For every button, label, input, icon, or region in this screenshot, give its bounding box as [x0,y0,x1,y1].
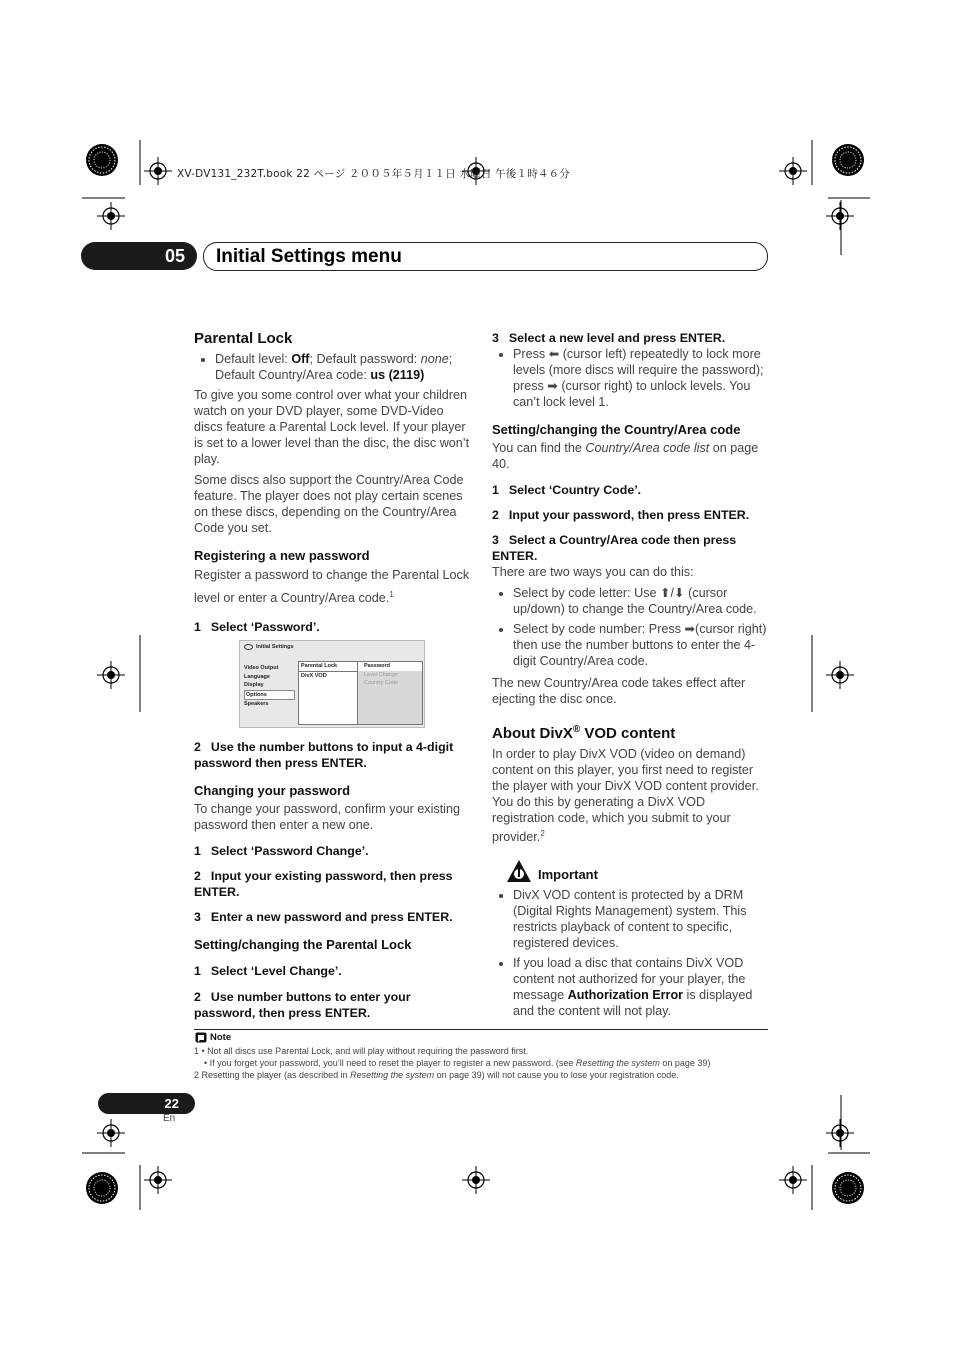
important-heading: Important [506,859,768,883]
warning-icon [506,859,532,883]
register-password-text: Register a password to change the Parental Lock level or enter a Country/Area code.$^1$ [194,568,470,606]
osd-title: Initial Settings [244,644,294,650]
lock-step-1: 1 Select ‘Level Change’. [194,964,342,978]
lock-step-2: 2 Use number buttons to enter your password, then press ENTER. [194,990,411,1020]
register-step-1: 1 Select ‘Password’. [194,620,320,635]
page-number: 22 [164,1096,179,1111]
parental-lock-change-heading: Setting/changing the Parental Lock [194,937,412,952]
change-step-3: 3 Enter a new password and press ENTER. [194,910,453,924]
chapter-number: 05 [164,245,185,266]
chapter-title-box [203,242,768,271]
select-by-letter: • Select by code letter: Use ⬆/⬇ (cursor up/down) to change the Country/Area code. [513,585,768,617]
change-step-1: 1 Select ‘Password Change’. [194,844,369,858]
chapter-number-tab [81,242,197,270]
country-effect-text: The new Country/Area code takes effect after ejecting the disc once. [492,676,746,706]
right-column [492,330,768,1025]
notes-divider [194,1029,768,1030]
change-step-2: 2 Input your existing password, then press ENTER. [194,869,453,899]
chapter-title: Initial Settings menu [216,245,402,267]
osd-mid-item-selected[interactable]: Parental Lock [299,662,357,672]
left-column [194,330,470,644]
important-item-drm: • DivX VOD content is protected by a DRM (Digital Rights Management) system. This restricts playback of content to specific, registered devices. [513,887,768,951]
lock-step-3-detail: • Press ⬅ (cursor left) repeatedly to lock more levels (more discs will require the password); press ➡ (cursor right) to unlock levels. You can’t lock level 1. [513,346,768,410]
important-item-auth: • If you load a disc that contains DivX VOD content not authorized for your player, the message Authorization Error is displayed and the content will not play. [513,955,768,1019]
osd-right-item-selected[interactable]: Password [358,662,422,671]
country-ways-text: There are two ways you can do this: [492,565,694,579]
osd-menu-item[interactable]: Speakers [244,701,269,707]
osd-right-item[interactable]: Level Change [364,671,398,678]
page-number-tab [98,1093,195,1114]
register-step-2: 2 Use the number buttons to input a 4-digit password then press ENTER. [194,740,454,770]
country-code-text: You can find the Country/Area code list on page 40. [492,441,759,471]
country-step-1: 1 Select ‘Country Code’. [492,483,642,497]
left-column-cont [194,739,470,1030]
select-by-number: • Select by code number: Press ➡(cursor right) then use the number buttons to enter the 4-digit Country/Area code. [513,621,768,669]
osd-menu-item[interactable]: Video Output [244,665,279,671]
country-area-intro: Some discs also support the Country/Area Code feature. The player does not play certain scenes on these discs, depending on the Country/Area Code you set. [194,473,464,535]
note-2: 2 Resetting the player (as described in Resetting the system on page 39) will not cause you to lose your registration code. [194,1070,679,1080]
divx-heading: About DivX® VOD content [492,724,676,742]
osd-mid-panel [298,661,358,725]
osd-menu-item[interactable]: Display [244,682,264,688]
osd-mid-item[interactable]: DivX VOD [301,672,327,679]
osd-screenshot [239,640,425,728]
page-language: En [163,1113,176,1124]
register-password-heading: Registering a new password [194,548,370,563]
country-step-2: 2 Input your password, then press ENTER. [492,508,750,522]
disc-icon [244,644,253,650]
change-password-text: To change your password, confirm your existing password then enter a new one. [194,802,460,832]
country-code-heading: Setting/changing the Country/Area code [492,422,741,437]
osd-right-item[interactable]: Country Code [364,680,398,686]
default-settings-item: • Default level: Off; Default password: none; Default Country/Area code: us (2119) [215,351,470,383]
osd-menu-item-selected[interactable]: Options [244,690,295,701]
country-step-3: 3 Select a Country/Area code then press ENTER. [492,533,737,563]
parental-lock-heading: Parental Lock [194,330,293,347]
osd-menu [244,664,295,709]
notes-heading: Note [195,1032,231,1043]
file-header: XV-DV131_232T.book 22 ページ ２００５年５月１１日 水曜日 午後１時４６分 [177,168,571,180]
note-1: 1 • Not all discs use Parental Lock, and will play without requiring the password first. [194,1046,529,1056]
osd-right-panel [357,661,423,725]
osd-menu-item[interactable]: Language [244,673,270,680]
change-password-heading: Changing your password [194,783,351,798]
note-icon [195,1032,207,1043]
parental-lock-intro: To give you some control over what your children watch on your DVD player, some DVD-Video discs feature a Parental Lock level. If your player is set to a lower level than the disc, the disc won’t play. [194,388,470,466]
divx-text: In order to play DivX VOD (video on demand) content on this player, you first need to register the player with your DivX VOD content provider. You do this by generating a DivX VOD registration code, which you submit to your provider.$^2$ [492,747,759,845]
note-1b: • If you forget your password, you’ll need to reset the player to register a new password. (see Resetting the system on page 39) [204,1058,711,1068]
lock-step-3: 3 Select a new level and press ENTER. [492,331,726,345]
